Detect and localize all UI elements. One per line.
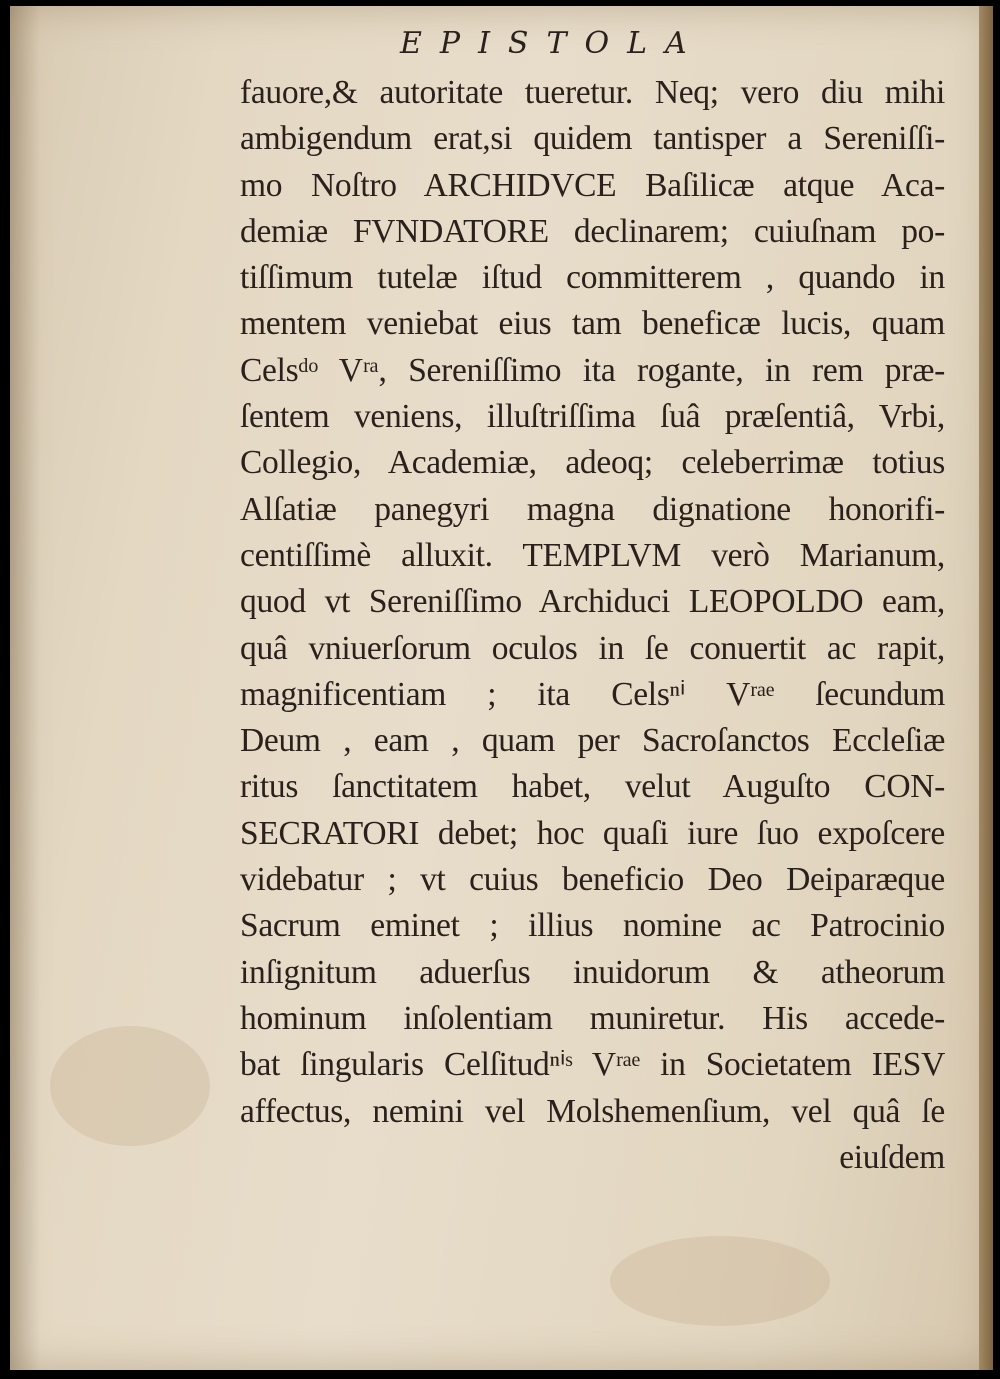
text-line: bat ſingularis Celſitudⁿⁱˢ Vʳᵃᵉ in Societatem IESV	[240, 1046, 945, 1084]
paper-stain	[50, 1026, 210, 1146]
text-line: tiſſimum tutelæ iſtud committerem , quando in	[240, 259, 945, 297]
text-line: inſignitum aduerſus inuidorum & atheorum	[240, 953, 945, 991]
text-line: quâ vniuerſorum oculos in ſe conuertit ac rapit,	[240, 629, 945, 667]
text-line: ritus ſanctitatem habet, velut Auguſto CON-	[240, 768, 945, 806]
text-line: magnificentiam ; ita Celsⁿⁱ Vʳᵃᵉ ſecundum	[240, 675, 945, 713]
text-line: Sacrum eminet ; illius nomine ac Patrocinio	[240, 907, 945, 945]
text-line: hominum inſolentiam muniretur. His accede-	[240, 999, 945, 1037]
text-line: affectus, nemini vel Molshemenſium, vel quâ ſe	[240, 1092, 945, 1130]
text-line: ambigendum erat,si quidem tantisper a Sereniſſi-	[240, 120, 945, 158]
text-line: Alſatiæ panegyri magna dignatione honorifi-	[240, 490, 945, 528]
text-line: quod vt Sereniſſimo Archiduci LEOPOLDO eam,	[240, 583, 945, 621]
paper-page	[10, 6, 993, 1370]
gutter-shadow	[10, 6, 40, 1370]
text-line: videbatur ; vt cuius beneficio Deo Deiparæque	[240, 861, 945, 899]
text-line: SECRATORI debet; hoc quaſi iure ſuo expoſcere	[240, 814, 945, 852]
text-line: Celsᵈᵒ Vʳᵃ, Sereniſſimo ita rogante, in rem præ-	[240, 351, 945, 389]
text-line: demiæ FVNDATORE declinarem; cuiuſnam po-	[240, 212, 945, 250]
catchword: eiuſdem	[839, 1138, 945, 1176]
text-line: Deum , eam , quam per Sacroſanctos Eccleſiæ	[240, 722, 945, 760]
text-line: centiſſimè alluxit. TEMPLVM verò Marianum,	[240, 536, 945, 574]
text-line: ſentem veniens, illuſtriſſima ſuâ præſentiâ, Vrbi,	[240, 398, 945, 436]
text-line: Collegio, Academiæ, adeoq; celeberrimæ totius	[240, 444, 945, 482]
page-edge	[979, 6, 993, 1370]
text-line: fauore,& autoritate tueretur. Neq; vero diu mihi	[240, 74, 945, 111]
text-line: mo Noſtro ARCHIDVCE Baſilicæ atque Aca-	[240, 166, 945, 204]
paper-stain	[610, 1236, 830, 1326]
text-line: mentem veniebat eius tam beneficæ lucis, quam	[240, 305, 945, 343]
body-text	[240, 70, 945, 1181]
running-head: EPISTOLA	[400, 26, 705, 61]
